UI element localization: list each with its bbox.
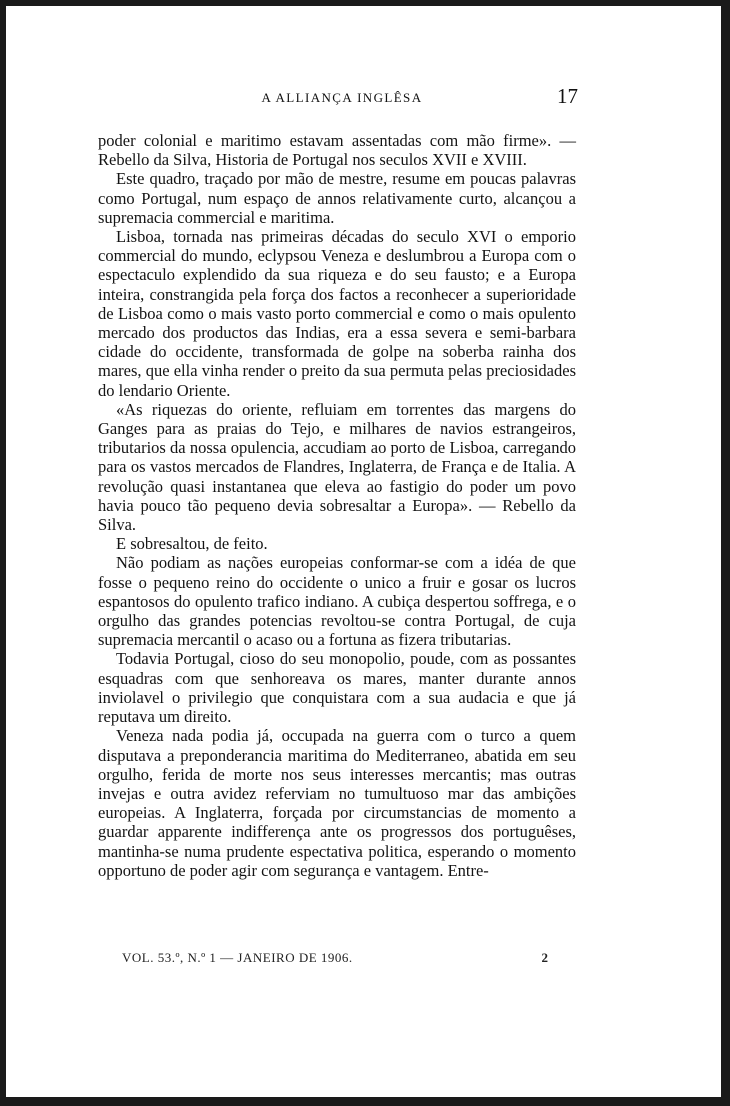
paragraph-7: Todavia Portugal, cioso do seu monopolio, poude, com as possantes esquadras com que senhoreava os mares, manter durante annos inviolavel o privilegio que conquistara com a sua audacia e que já reputava um direito. <box>98 649 576 727</box>
signature-mark: 2 <box>541 950 548 965</box>
paragraph-6: Não podiam as nações europeias conformar-se com a idéa de que fosse o pequeno reino do occidente o unico a fruir e gosar os lucros espantosos do opulento trafico indiano. A cubiça despertou soffrega, e o orgulho das grandes potencias revoltou-se contra Portugal, de cuja supremacia mercantil o acaso ou a fortuna as fizera tributarias. <box>98 553 576 650</box>
body-text <box>98 131 576 880</box>
paragraph-8: Veneza nada podia já, occupada na guerra com o turco a quem disputava a preponderancia maritima do Mediterraneo, abatida em seu orgulho, ferida de morte nos seus interesses mercantis; mas outras invejas e outra avidez referviam no tumultuoso mar das ambições europeias. A Inglaterra, forçada por circumstancias de momento a guardar apparente indifferença ante os progressos dos portuguêses, mantinha-se numa prudente espectativa politica, esperando o momento opportuno de poder agir com segurança e vantagem. Entre- <box>98 726 576 880</box>
running-title: A ALLIANÇA INGLÊSA <box>261 90 423 105</box>
paragraph-2: Este quadro, traçado por mão de mestre, resume em poucas palavras como Portugal, num espaço de annos relativamente curto, alcançou a supremacia commercial e maritima. <box>98 169 576 227</box>
page-number: 17 <box>557 84 578 108</box>
paragraph-3: Lisboa, tornada nas primeiras décadas do seculo XVI o emporio commercial do mundo, eclypsou Veneza e deslumbrou a Europa com o espectaculo explendido da sua riqueza e do seu fausto; e a Europa inteira, constrangida pela força dos factos a reconhecer a superioridade de Lisboa como o mais vasto porto commercial e como o mais opulento mercado dos productos das Indias, era a essa severa e semi-barbara cidade do occidente, transformada de golpe na soberba rainha dos mares, que ella vinha render o preito da sua permuta pelas preciosidades do lendario Oriente. <box>98 227 576 400</box>
page-header <box>106 84 578 112</box>
paragraph-5: E sobresaltou, de feito. <box>116 534 268 554</box>
paragraph-1: poder colonial e maritimo estavam assentadas com mão firme». —Rebello da Silva, Historia de Portugal nos seculos XVII e XVIII. <box>98 131 576 170</box>
page-footer <box>122 950 548 970</box>
paragraph-4-quotation: «As riquezas do oriente, refluiam em torrentes das margens do Ganges para as praias do Tejo, e milhares de navios estrangeiros, tributarios da nossa opulencia, accudiam ao porto de Lisboa, carregando para os vastos mercados de Flandres, Inglaterra, de França e de Italia. A revolução quasi instantanea que eleva ao fastigio do poder um povo havia pouco tão pequeno devia sobresaltar a Europa». — Rebello da Silva. <box>98 399 576 535</box>
volume-line: VOL. 53.º, N.º 1 — JANEIRO DE 1906. <box>122 950 353 965</box>
